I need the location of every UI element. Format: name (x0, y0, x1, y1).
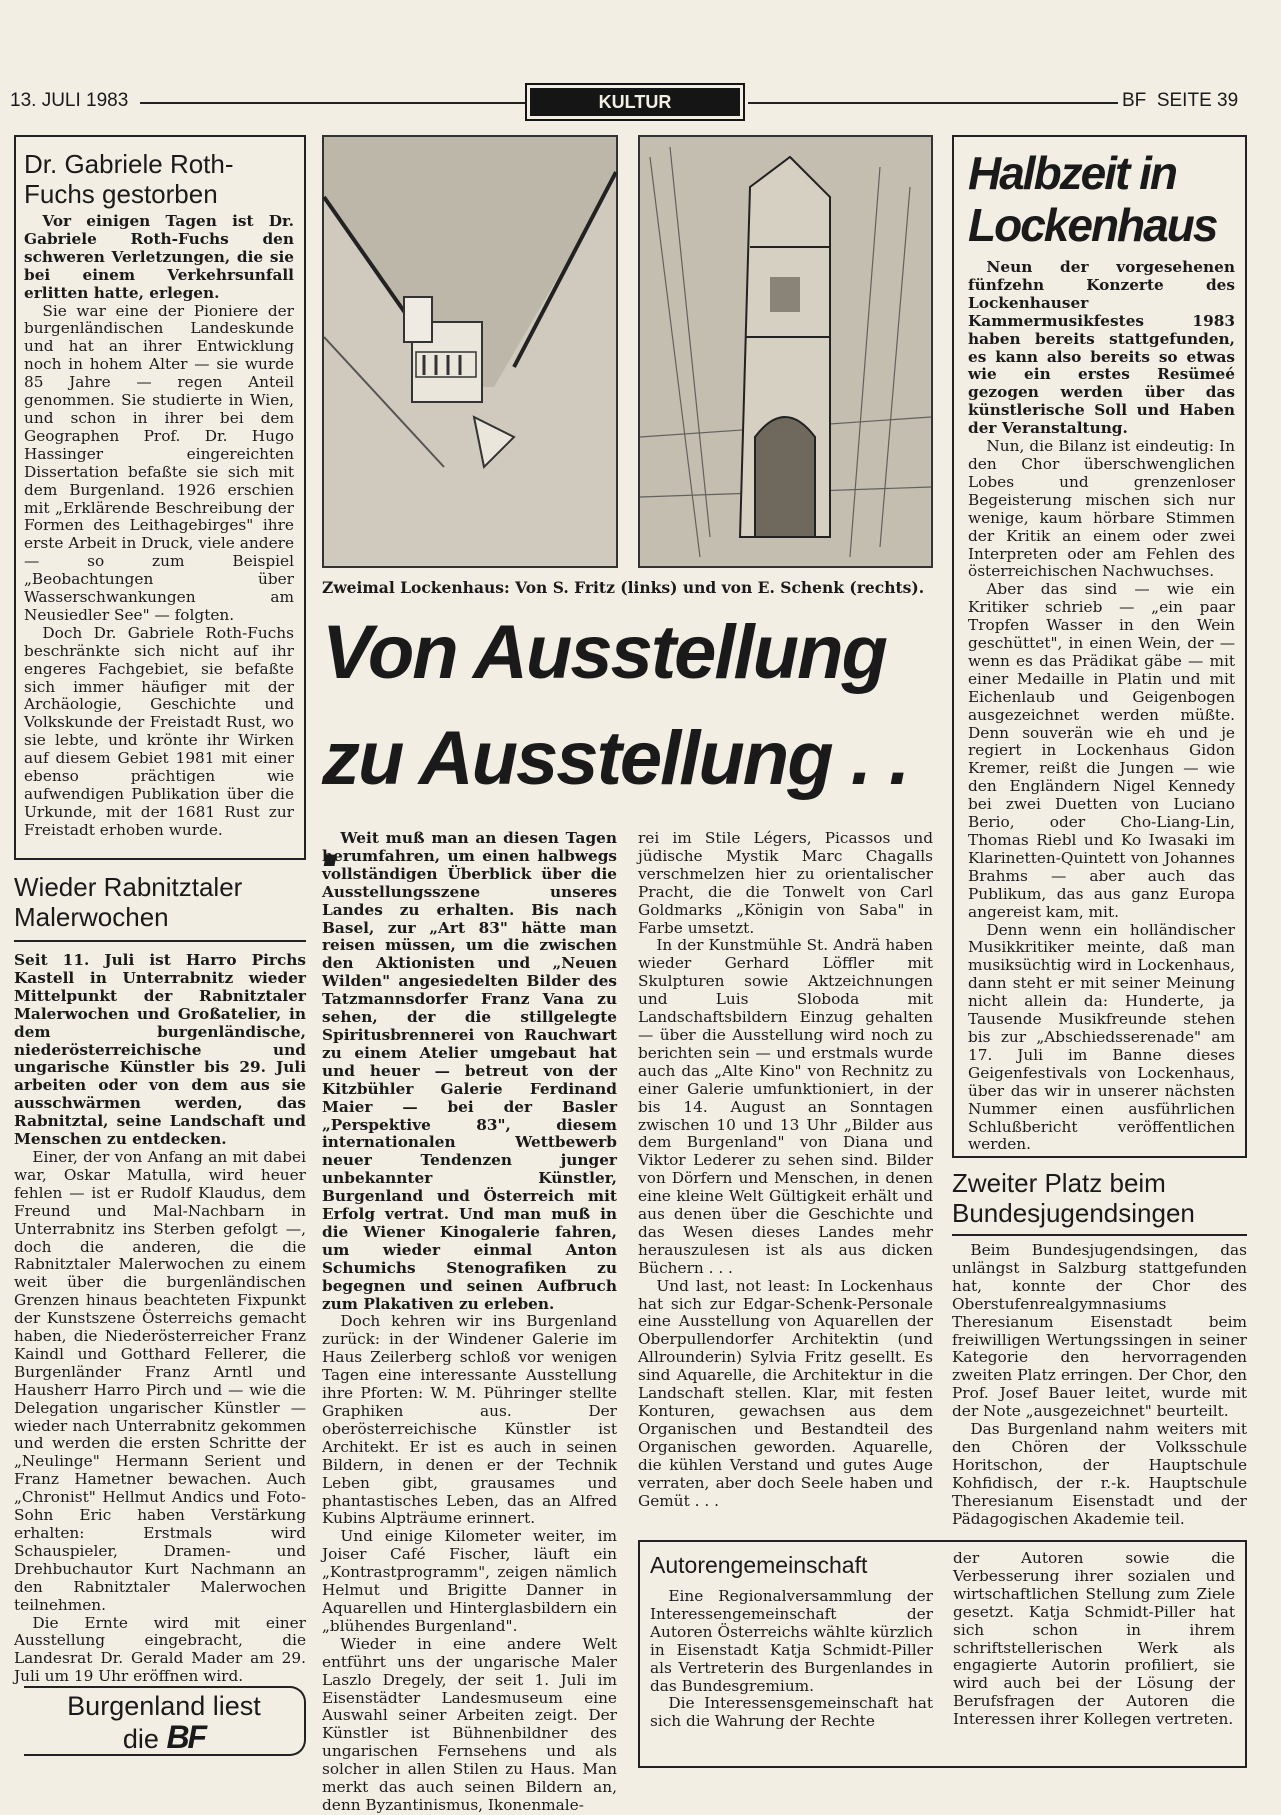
main-article-paragraph: In der Kunstmühle St. Andrä haben wieder Gerhard Löffler mit Skulpturen sowie Aktzeichnungen und Luis Sloboda mit Landschaftsbildern Einzug gehalten — über die Ausstellung wird noch zu berichten sein — und erstmals wurde auch das „Alte Kino" von Rechnitz zu einer Galerie umfunktioniert, in der bis 14. August an Sonntagen zwischen 10 und 13 Uhr „Bilder aus dem Burgenland" von Diana und Viktor Lederer zu sehen sind. Bilder von Dörfern und Menschen, in denen eine kleine Welt Gültigkeit erhält und aus denen über die Geschichte und das Wesen dieses Landes mehr herauszulesen ist als aus dicken Büchern . . . (638, 936, 933, 1277)
rabnitz-article (14, 872, 306, 1686)
main-article-paragraph: rei im Stile Légers, Picassos und jüdische Mystik Marc Chagalls verschmelzen hier zu orientalischer Pracht, die die Tonwelt von Carl Goldmarks „Königin von Saba" in Farbe umsetzt. (638, 829, 933, 937)
bf-logo: BF (166, 1719, 206, 1755)
main-article-paragraph: Und last, not least: In Lockenhaus hat sich zur Edgar-Schenk-Personale eine Ausstellung von Aquarellen der Oberpullendorfer Architektin (und Allrounderin) Sylvia Fritz gesellt. Es sind Aquarelle, die Architektur in die Landschaft stellen. Klar, mit festen Konturen, gewachsen aus dem Organischen und Bestandteil des Organischen geworden. Aquarelle, die kühlen Verstand und gutes Auge verraten, aber doch Seele haben und Gemüt . . . (638, 1276, 933, 1510)
rabnitz-lead: Seit 11. Juli ist Harro Pirchs Kastell in Unterrabnitz wieder Mittelpunkt der Rabnitztaler Malerwochen und Großatelier, in dem burgenländische, niederösterreichische und ungarische Künstler bis 29. Juli arbeiten oder von dem aus sie ausschwärmen werden, das Rabnitztal, seine Landschaft und Menschen zu entdecken. (14, 951, 306, 1149)
sketch-schenk-drawing (640, 137, 931, 566)
autoren-paragraph: Eine Regionalversammlung der Interessengemeinschaft der Autoren Österreichs wählte kürzlich in Eisenstadt Katja Schmidt-Piller als Vertreterin des Burgenlandes in das Bundesgremium. (650, 1587, 933, 1695)
image-caption: Zweimal Lockenhaus: Von S. Fritz (links) und von E. Schenk (rechts). (322, 578, 925, 597)
header-rule-right (748, 102, 1118, 104)
main-article-lead: Weit muß man an diesen Tagen herumfahren, um einen halbwegs vollständigen Überblick über die Ausstellungsszene unseres Landes zu erhalten. Bis nach Basel, zur „Art 83" hätte man reisen müssen, um die zwischen den Aktionisten und „Neuen Wilden" angesiedelten Bilder des Tatzmannsdorfer Franz Vana zu sehen, der die stillgelegte Spiritusbrennerei von Rauchwart zu einem Atelier umgebaut hat und heuer — betreut von der Kitzbühler Galerie Ferdinand Maier — bei der Basler „Perspektive 83", diesem internationalen Wettbewerb neuer Tendenzen junger unbekannter Künstler, Burgenland und Österreich mit Erfolg vertrat. Und man muß in die Wiener Kinogalerie fahren, um wieder einmal Anton Schumichs Stenografiken zu begegnen und seinen Aufbruch zum Plakativen zu erleben. (322, 829, 617, 1313)
section-label: KULTUR (530, 88, 740, 116)
jugendsingen-paragraph: Beim Bundesjugendsingen, das unlängst in Salzburg stattgefunden hat, konnte der Chor des Oberstufenrealgymnasiums Theresianum Eisenstadt beim freiwilligen Wertungssingen in seiner Kategorie den hervorragenden zweiten Platz erringen. Der Chor, den Prof. Josef Bauer leitet, wurde mit der Note „ausgezeichnet" beurteilt. (952, 1241, 1247, 1421)
sketch-schenk-image (638, 135, 933, 568)
sketch-fritz-image (322, 135, 618, 568)
main-article-column-2 (638, 830, 933, 1530)
sketch-fritz-drawing (324, 137, 616, 566)
autoren-paragraph: der Autoren sowie die Verbesserung ihrer sozialen und wirtschaftlichen Stellung zum Ziele gesetzt. Katja Schmidt-Piller hat sich schon in ihrem schriftstellerischen Werk als engagierte Autorin profiliert, sie wird auch bei der Lösung der Berufsfragen der Autoren die Interessen ihrer Kollegen vertreten. (953, 1549, 1235, 1729)
issue-date: 13. JULI 1983 (10, 90, 129, 111)
main-article-column-1 (322, 829, 617, 1814)
page-number: BF SEITE 39 (1122, 90, 1239, 111)
halbzeit-title-line-2: Lockenhaus (968, 199, 1217, 251)
rabnitz-paragraph: Die Ernte wird mit einer Ausstellung eingebracht, die Landesrat Dr. Gerald Mader am 29. Juli um 19 Uhr eröffnen wird. (14, 1613, 306, 1686)
halbzeit-lead: Neun der vorgesehenen fünfzehn Konzerte des Lockenhauser Kammermusikfestes 1983 haben bereits stattgefunden, es kann also bereits so etwas wie ein erstes Resümeé gezogen werden über das künstlerische Soll und Haben der Veranstaltung. (968, 258, 1235, 438)
obituary-paragraph: Sie war eine der Pioniere der burgenländischen Landeskunde und hat an ihrer Entwicklung noch in hohem Alter — sie wurde 85 Jahre — regen Anteil genommen. Sie studierte in Wien, und schon in ihrer bei dem Geographen Prof. Dr. Hugo Hassinger eingereichten Dissertation befaßte sie sich mit dem Burgenland. 1926 erschien mit „Erklärende Beschreibung der Formen des Leithagebirges" ihre erste Arbeit in Druck, viele andere — so zum Beispiel „Beobachtungen über Wasserschwankungen am Neusiedler See" — folgten. (24, 301, 294, 624)
halbzeit-title-line-1: Halbzeit in (968, 147, 1177, 199)
halbzeit-paragraph: Denn wenn ein holländischer Musikkritiker meinte, daß man musiksüchtig wird in Lockenhaus, dann steht er mit seiner Meinung nicht allein da: Hunderte, ja Tausende Musikfreunde stehen bis zur „Abschiedsserenade" am 17. Juli im Banne dieses Geigenfestivals von Lockenhaus, über das wir in unserer nächsten Nummer einen ausführlichen Schlußbericht veröffentlichen werden. (968, 920, 1235, 1154)
main-headline-line-2: zu Ausstellung . . . (322, 716, 909, 883)
halbzeit-paragraph: Nun, die Bilanz ist eindeutig: In den Chor überschwenglichen Lobes und grenzenloser Begeisterung mischen sich nur wenige, kaum hörbare Stimmen der Kritik an einem oder zwei Interpreten oder am Fehlen des österreichischen Nachwuchses. (968, 437, 1235, 581)
promo-line-2 (24, 1719, 304, 1755)
obituary-lead: Vor einigen Tagen ist Dr. Gabriele Roth-Fuchs den schweren Verletzungen, die sie bei einem Verkehrsunfall erlitten hatte, erlegen. (24, 212, 294, 302)
autoren-title: Autorengemeinschaft (650, 1552, 868, 1578)
promo-box (24, 1686, 306, 1756)
jugendsingen-title: Zweiter Platz beim Bundesjugendsingen (952, 1168, 1247, 1236)
obituary-title: Dr. Gabriele Roth-Fuchs gestorben (24, 149, 234, 209)
obituary-paragraph: Doch Dr. Gabriele Roth-Fuchs beschränkte sich nicht auf ihr engeres Fachgebiet, sie befaßte sich immer häufiger mit der Archäologie, Geschichte und Volkskunde der Freistadt Rust, wo sie lebte, und krönte ihr Wirken auf diesem Gebiet 1981 mit einer ebenso prächtigen wie aufwendigen Publikation über die Urkunde, mit der 1681 Rust zur Freistadt erhoben wurde. (24, 623, 294, 839)
halbzeit-box (952, 135, 1247, 1158)
main-article-paragraph: Wieder in eine andere Welt entführt uns der ungarische Maler Laszlo Dregely, der seit 1. Juli im Eisenstädter Landesmuseum eine Auswahl seiner Arbeiten zeigt. Der Künstler ist Bühnenbildner des ungarischen Fernsehens und als solcher in allen Stilen zu Haus. Man merkt das auch seinen Bildern an, denn Byzantinismus, Ikonenmale- (322, 1634, 617, 1814)
promo-word: die (122, 1724, 159, 1754)
autoren-paragraph: Die Interessensgemeinschaft hat sich die Wahrung der Rechte (650, 1694, 933, 1731)
main-article-paragraph: Und einige Kilometer weiter, im Joiser Café Fischer, läuft ein „Kontrastprogramm", zeigen nämlich Helmut und Brigitte Danner in Aquarellen und Hinterglasbildern ein „blühendes Burgenland". (322, 1527, 617, 1635)
rabnitz-title: Wieder Rabnitztaler Malerwochen (14, 872, 306, 942)
rabnitz-paragraph: Einer, der von Anfang an mit dabei war, Oskar Matulla, wird heuer fehlen — ist er Rudolf Klaudus, dem Freund und Mal-Nachbarn in Unterrabnitz ins Sterben gefolgt —, doch die anderen, die die Rabnitztaler Malerwochen zu einem weit über die burgenländischen Grenzen hinaus beachteten Fixpunkt der Kunstszene Österreichs gemacht haben, die Niederösterreicher Franz Kaindl und Gotthard Fellerer, die Burgenländer Franz Arntl und Hausherr Harro Pirch und — wie die Delegation ungarischer Künstler — wieder nach Unterrabnitz gekommen und werden die ersten Schritte der „Neulinge" Hermann Serient und Franz Hametner bewachen. Auch „Chronist" Hellmut Andics und Foto-Sohn Eric haben Verstärkung erhalten: Erstmals wird Schauspieler, Dramen- und Drehbuchautor Kurt Nachmann an den Rabnitztaler Malerwochen teilnehmen. (14, 1147, 306, 1614)
autoren-box-continued (943, 1540, 1247, 1768)
main-headline-line-1: Von Ausstellung (322, 610, 886, 695)
jugendsingen-article (952, 1168, 1247, 1528)
header-rule-left (140, 102, 525, 104)
halbzeit-paragraph: Aber das sind — wie ein Kritiker schrieb — „ein paar Tropfen Wasser in den Wein geschüttet", in einen Wein, der — wenn es das Prädikat gäbe — mit einer Medaille in Platin und mit Eichenlaub und Geigenbogen ausgezeichnet werden müßte. Denn souverän wie eh und je regiert in Lockenhaus Gidon Kremer, reißt die Jungen — wie den Engländern Nigel Kennedy bei zwei Duetten von Luciano Berio, oder Cho-Liang-Lin, Thomas Riebl und Ko Iwasaki im Klarinetten-Quintett von Johannes Brahms — aber auch das Publikum, das aus ganz Europa angereist kam, mit. (968, 580, 1235, 921)
main-article-paragraph: Doch kehren wir ins Burgenland zurück: in der Windener Galerie im Haus Zeilerberg schloß vor wenigen Tagen eine interessante Ausstellung ihre Pforten: W. M. Pühringer stellte Graphiken aus. Der oberösterreichische Künstler ist Architekt. Er ist es auch in seinen Bildern, in denen er der Technik Leben gibt, grausames und phantastisches Leben, das an Alfred Kubins Alpträume erinnert. (322, 1312, 617, 1528)
obituary-box (14, 135, 306, 860)
autoren-box (638, 1540, 943, 1768)
promo-line-1: Burgenland liest (67, 1691, 261, 1721)
jugendsingen-paragraph: Das Burgenland nahm weiters mit den Chören der Volksschule Horitschon, der Hauptschule Kohfidisch, der r.-k. Hauptschule Theresianum Eisenstadt und der Pädagogischen Akademie teil. (952, 1420, 1247, 1528)
